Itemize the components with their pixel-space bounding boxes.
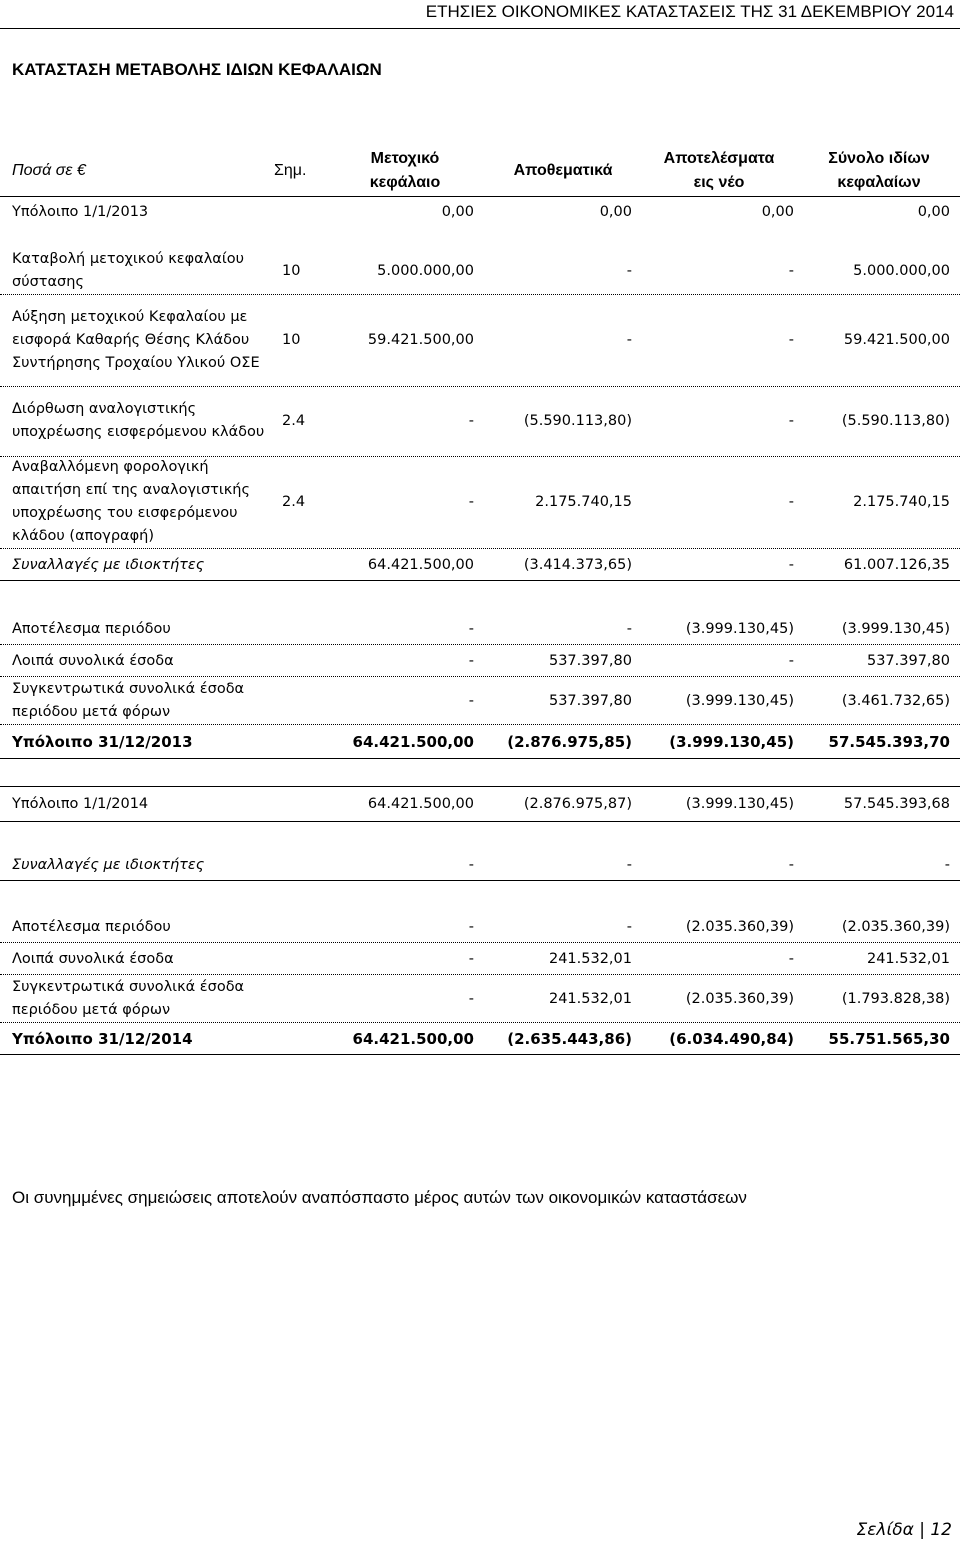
column-header-retained-line2: εις νέο [693, 174, 745, 191]
cell-reserves: - [626, 263, 632, 279]
cell-retained: - [788, 413, 794, 429]
cell-reserves: - [626, 621, 632, 637]
cell-reserves: - [626, 332, 632, 348]
table-row [0, 456, 960, 549]
table-row [0, 726, 960, 759]
table-row [0, 678, 960, 725]
row-label: Συγκεντρωτικά συνολικά έσοδα περιόδου μετά φόρων [12, 681, 245, 720]
cell-retained: - [788, 857, 794, 873]
cell-retained: - [788, 951, 794, 967]
cell-reserves: (2.876.975,85) [507, 733, 632, 751]
cell-total: (3.999.130,45) [841, 621, 950, 637]
cell-retained: (3.999.130,45) [669, 733, 794, 751]
running-header: ΕΤΗΣΙΕΣ ΟΙΚΟΝΟΜΙΚΕΣ ΚΑΤΑΣΤΑΣΕΙΣ ΤΗΣ 31 ΔΕΚΕΜΒΡΙΟΥ 2014 [425, 2, 954, 21]
cell-total: 59.421.500,00 [843, 332, 950, 348]
cell-retained: - [788, 263, 794, 279]
cell-total: 55.751.565,30 [828, 1030, 950, 1048]
table-row [0, 248, 960, 295]
cell-reserves: - [626, 919, 632, 935]
table-row [0, 550, 960, 581]
cell-retained: - [788, 332, 794, 348]
cell-reserves: 241.532,01 [548, 951, 632, 967]
row-label: Υπόλοιπο 1/1/2013 [12, 203, 149, 220]
column-header-share-capital-line1: Μετοχικό [370, 150, 440, 167]
cell-retained: (3.999.130,45) [685, 796, 794, 812]
column-header-total-line2: κεφαλαίων [837, 174, 921, 191]
table-row [0, 294, 960, 387]
cell-total: 5.000.000,00 [853, 263, 950, 279]
cell-total: 61.007.126,35 [843, 557, 950, 573]
cell-retained: - [788, 557, 794, 573]
cell-total: (5.590.113,80) [841, 413, 950, 429]
document-title: ΚΑΤΑΣΤΑΣΗ ΜΕΤΑΒΟΛΗΣ ΙΔΙΩΝ ΚΕΦΑΛΑΙΩΝ [12, 60, 382, 79]
column-header-note: Σημ. [274, 162, 307, 179]
cell-share-capital: - [468, 951, 474, 967]
row-note: 10 [282, 263, 301, 279]
cell-reserves: 537.397,80 [548, 693, 632, 709]
row-label: Συναλλαγές με ιδιοκτήτες [12, 856, 205, 873]
cell-share-capital: 64.421.500,00 [367, 796, 474, 812]
cell-share-capital: - [468, 621, 474, 637]
footnote: Οι συνημμένες σημειώσεις αποτελούν αναπόσπαστο μέρος αυτών των οικονομικών καταστάσεων [12, 1188, 747, 1207]
cell-retained: - [788, 653, 794, 669]
page-number: Σελίδα | 12 [856, 1520, 952, 1540]
cell-reserves: 241.532,01 [548, 991, 632, 1007]
row-label: Συναλλαγές με ιδιοκτήτες [12, 556, 205, 573]
row-label: Υπόλοιπο 31/12/2014 [12, 1029, 193, 1048]
cell-share-capital: - [468, 857, 474, 873]
cell-total: 537.397,80 [866, 653, 950, 669]
row-note: 2.4 [282, 494, 306, 510]
row-label: Υπόλοιπο 31/12/2013 [12, 732, 193, 751]
column-header-retained-line1: Αποτελέσματα [663, 150, 775, 167]
column-header-share-capital-line2: κεφάλαιο [369, 174, 441, 191]
column-header-share-capital [330, 146, 480, 196]
row-label: Αποτέλεσμα περιόδου [12, 918, 171, 935]
cell-share-capital: - [468, 693, 474, 709]
row-label: Συγκεντρωτικά συνολικά έσοδα περιόδου μετά φόρων [12, 979, 245, 1018]
cell-share-capital: - [468, 413, 474, 429]
column-header-reserves: Αποθεματικά [513, 162, 613, 179]
row-label: Καταβολή μετοχικού κεφαλαίου σύστασης [12, 251, 245, 290]
table-row [0, 976, 960, 1023]
cell-share-capital: 0,00 [441, 204, 474, 220]
cell-retained: (2.035.360,39) [685, 919, 794, 935]
cell-reserves: (3.414.373,65) [523, 557, 632, 573]
cell-share-capital: 64.421.500,00 [367, 557, 474, 573]
table-row [0, 1024, 960, 1055]
column-header-total [804, 146, 954, 196]
column-header-retained [644, 146, 794, 196]
row-label: Λοιπά συνολικά έσοδα [12, 652, 174, 669]
cell-total: (2.035.360,39) [841, 919, 950, 935]
cell-reserves: - [626, 857, 632, 873]
table-row [0, 646, 960, 677]
cell-reserves: 0,00 [599, 204, 632, 220]
cell-total: 241.532,01 [866, 951, 950, 967]
row-label: Αύξηση μετοχικού Κεφαλαίου με εισφορά Καθαρής Θέσης Κλάδου Συντήρησης Τροχαίου Υλικού ΟΣΕ [12, 308, 260, 371]
cell-total: 57.545.393,70 [828, 733, 950, 751]
table-row [0, 386, 960, 457]
cell-retained: 0,00 [761, 204, 794, 220]
cell-total: 2.175.740,15 [853, 494, 950, 510]
cell-total: - [944, 857, 950, 873]
cell-total: 0,00 [917, 204, 950, 220]
row-note: 2.4 [282, 413, 306, 429]
cell-retained: (3.999.130,45) [685, 621, 794, 637]
cell-share-capital: 59.421.500,00 [367, 332, 474, 348]
cell-reserves: (2.635.443,86) [507, 1030, 632, 1048]
row-label: Αποτέλεσμα περιόδου [12, 620, 171, 637]
row-label: Λοιπά συνολικά έσοδα [12, 950, 174, 967]
table-header [0, 146, 960, 196]
cell-reserves: 2.175.740,15 [535, 494, 632, 510]
cell-total: (1.793.828,38) [841, 991, 950, 1007]
header-rule [0, 28, 960, 29]
cell-share-capital: - [468, 991, 474, 1007]
cell-reserves: 537.397,80 [548, 653, 632, 669]
row-label: Διόρθωση αναλογιστικής υποχρέωσης εισφερόμενου κλάδου [12, 401, 265, 440]
table-row [0, 196, 960, 227]
cell-total: (3.461.732,65) [841, 693, 950, 709]
cell-retained: (6.034.490,84) [669, 1030, 794, 1048]
table-row [0, 786, 960, 822]
cell-total: 57.545.393,68 [843, 796, 950, 812]
row-label: Αναβαλλόμενη φορολογική απαιτήση επί της αναλογιστικής υποχρέωσης του εισφερόμενου κλάδου (απογραφή) [12, 459, 251, 544]
table-row [0, 912, 960, 943]
row-note: 10 [282, 332, 301, 348]
cell-share-capital: 64.421.500,00 [352, 1030, 474, 1048]
column-header-total-line1: Σύνολο ιδίων [828, 150, 930, 167]
cell-reserves: (2.876.975,87) [523, 796, 632, 812]
cell-share-capital: - [468, 494, 474, 510]
row-label: Υπόλοιπο 1/1/2014 [12, 795, 149, 812]
cell-retained: - [788, 494, 794, 510]
table-row [0, 614, 960, 645]
column-header-amounts: Ποσά σε € [12, 162, 86, 179]
cell-reserves: (5.590.113,80) [523, 413, 632, 429]
table-row [0, 850, 960, 881]
cell-retained: (3.999.130,45) [685, 693, 794, 709]
cell-share-capital: 64.421.500,00 [352, 733, 474, 751]
table-row [0, 944, 960, 975]
cell-share-capital: - [468, 919, 474, 935]
cell-share-capital: - [468, 653, 474, 669]
cell-retained: (2.035.360,39) [685, 991, 794, 1007]
cell-share-capital: 5.000.000,00 [377, 263, 474, 279]
